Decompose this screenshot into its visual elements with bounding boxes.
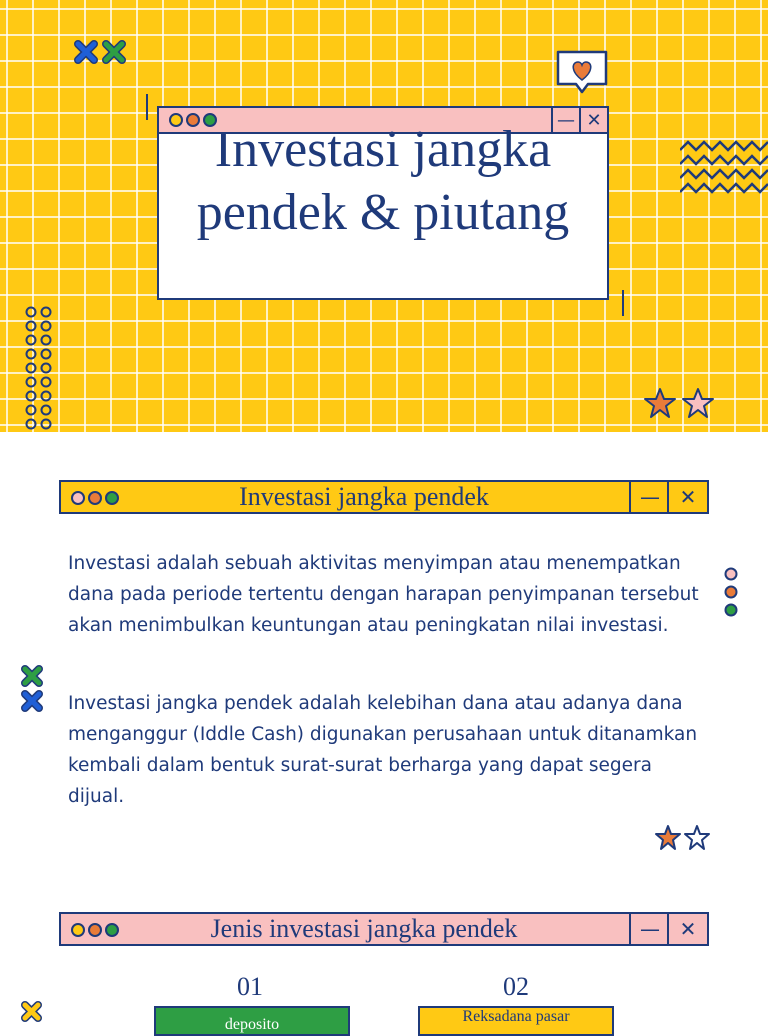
star-icon — [654, 824, 712, 852]
pink-dot-icon — [71, 491, 85, 505]
zigzag-icon — [680, 138, 768, 194]
definition-paragraph: Investasi jangka pendek adalah kelebihan dana atau adanya dana menganggur (Iddle Cash) digunakan perusahaan untuk ditanamkan kembali dalam bentuk surat-surat berharga yang dapat segera dijual. — [68, 693, 698, 807]
close-icon: ✕ — [667, 914, 707, 944]
definition-paragraph: Investasi adalah sebuah aktivitas menyimpan atau menempatkan dana pada periode tertentu dengan harapan penyimpanan tersebut akan menimbulkan keuntungan atau peningkatan nilai investasi. — [68, 553, 699, 636]
decor-line — [622, 290, 624, 316]
title-slide — [0, 0, 768, 432]
orange-dot-icon — [88, 923, 102, 937]
color-dots-icon — [722, 566, 742, 620]
item-number: 02 — [503, 972, 529, 1001]
cross-icon — [74, 40, 130, 64]
orange-dot-icon — [88, 491, 102, 505]
minimize-icon: — — [551, 108, 579, 132]
yellow-dot-icon — [71, 923, 85, 937]
slide-title: Investasi jangka pendek & piutang — [196, 121, 570, 241]
section-header — [59, 480, 709, 514]
cross-icon — [20, 664, 46, 714]
item-number: 01 — [237, 972, 263, 1001]
cross-icon — [20, 1000, 44, 1024]
section-title: Jenis investasi jangka pendek — [210, 914, 518, 943]
item-card-reksadana: Reksadana pasar — [418, 1006, 614, 1036]
close-icon: ✕ — [579, 108, 607, 132]
section-header — [59, 912, 709, 946]
close-icon: ✕ — [667, 482, 707, 512]
minimize-icon: — — [629, 482, 669, 512]
section-title: Investasi jangka pendek — [239, 482, 489, 511]
decor-line — [146, 94, 148, 120]
heart-chat-icon — [554, 50, 612, 96]
minimize-icon: — — [629, 914, 669, 944]
item-card-deposito: deposito — [154, 1006, 350, 1036]
ring-dots-icon — [24, 304, 60, 432]
star-icon — [642, 386, 718, 420]
